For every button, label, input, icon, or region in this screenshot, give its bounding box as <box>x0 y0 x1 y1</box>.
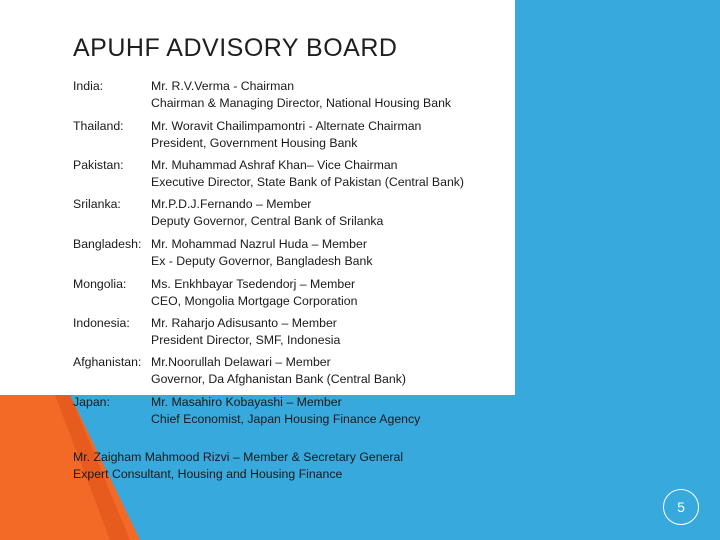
member-role: President Director, SMF, Indonesia <box>151 333 341 347</box>
member-name: Mr. Woravit Chailimpamontri - Alternate Chairman <box>151 119 422 133</box>
member-name: Mr. R.V.Verma - Chairman <box>151 79 295 93</box>
member-country: Japan: <box>73 395 110 409</box>
member-name: Mr. Raharjo Adisusanto – Member <box>151 316 337 330</box>
member-name: Mr. Mohammad Nazrul Huda – Member <box>151 237 367 251</box>
member-role: Ex - Deputy Governor, Bangladesh Bank <box>151 254 373 268</box>
member-role: Governor, Da Afghanistan Bank (Central Bank) <box>151 372 406 386</box>
member-country: Indonesia: <box>73 316 130 330</box>
member-role: Chairman & Managing Director, National Housing Bank <box>151 96 452 110</box>
member-country: Bangladesh: <box>73 237 142 251</box>
member-country: Srilanka: <box>73 197 121 211</box>
member-name: Mr. Masahiro Kobayashi – Member <box>151 395 342 409</box>
member-name: Mr.P.D.J.Fernando – Member <box>151 197 312 211</box>
secretary-general-entry <box>73 449 403 483</box>
secretary-role: Expert Consultant, Housing and Housing Finance <box>73 467 343 481</box>
member-country: Afghanistan: <box>73 355 142 369</box>
page-number-badge: 5 <box>663 489 699 525</box>
member-country: India: <box>73 79 104 93</box>
member-role: President, Government Housing Bank <box>151 136 358 150</box>
member-country: Mongolia: <box>73 277 127 291</box>
member-role: Executive Director, State Bank of Pakistan (Central Bank) <box>151 175 465 189</box>
page-title: APUHF ADVISORY BOARD <box>73 34 398 62</box>
member-name: Ms. Enkhbayar Tsedendorj – Member <box>151 277 356 291</box>
member-role: Deputy Governor, Central Bank of Srilanka <box>151 214 384 228</box>
member-role: CEO, Mongolia Mortgage Corporation <box>151 294 358 308</box>
member-country: Pakistan: <box>73 158 124 172</box>
secretary-name: Mr. Zaigham Mahmood Rizvi – Member & Secretary General <box>73 450 404 464</box>
member-name: Mr.Noorullah Delawari – Member <box>151 355 331 369</box>
member-country: Thailand: <box>73 119 124 133</box>
member-role: Chief Economist, Japan Housing Finance Agency <box>151 412 421 426</box>
member-name: Mr. Muhammad Ashraf Khan– Vice Chairman <box>151 158 398 172</box>
